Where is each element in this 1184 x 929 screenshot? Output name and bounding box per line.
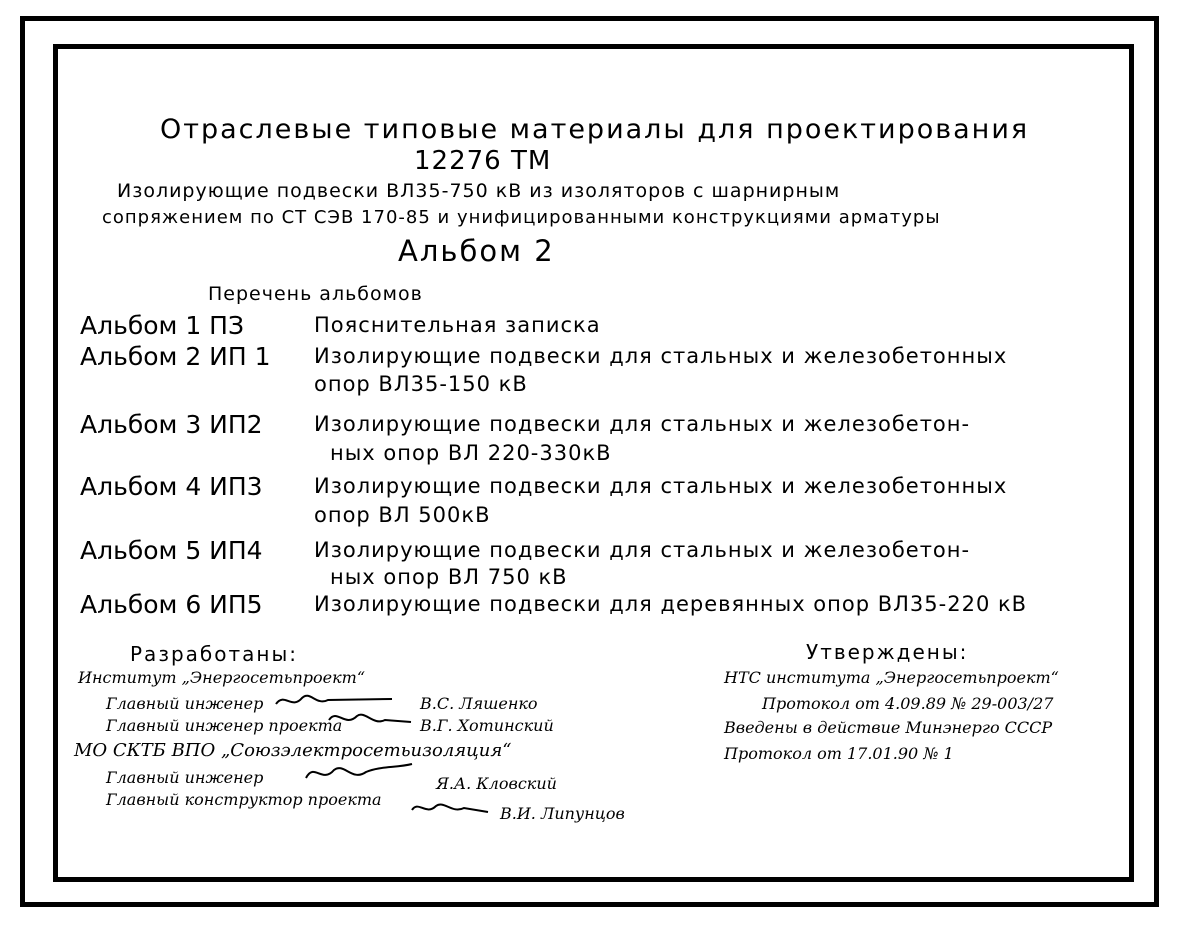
album-3-desc-1: Изолирующие подвески для стальных и железобетон- [314, 412, 971, 436]
album-1-label: Альбом 1 ПЗ [80, 311, 245, 340]
role-chief-engineer-2: Главный инженер [106, 768, 264, 787]
approved-line-3: Введены в действие Минэнерго СССР [724, 718, 1053, 737]
subtitle-line-1: Изолирующие подвески ВЛ35-750 кВ из изоляторов с шарнирным [117, 180, 841, 202]
album-title: Альбом 2 [398, 234, 555, 268]
document-code: 12276 ТМ [414, 146, 552, 176]
developer-org-1: Институт „Энергосетьпроект“ [78, 668, 366, 687]
name-4: В.И. Липунцов [500, 804, 625, 823]
album-4-desc-2: опор ВЛ 500кВ [314, 503, 491, 527]
name-1: В.С. Ляшенко [420, 694, 538, 713]
album-5-label: Альбом 5 ИП4 [80, 536, 263, 565]
signature-2 [325, 708, 415, 730]
role-chief-designer: Главный конструктор проекта [106, 790, 382, 809]
approved-line-2: Протокол от 4.09.89 № 29-003/27 [762, 694, 1054, 713]
album-1-desc: Пояснительная записка [314, 313, 601, 337]
name-2: В.Г. Хотинский [420, 716, 554, 735]
role-chief-engineer-1: Главный инженер [106, 694, 264, 713]
album-4-label: Альбом 4 ИП3 [80, 472, 263, 501]
signature-3 [300, 758, 420, 788]
album-3-label: Альбом 3 ИП2 [80, 410, 263, 439]
name-3: Я.А. Кловский [436, 774, 557, 793]
album-2-desc-1: Изолирующие подвески для стальных и железобетонных [314, 344, 1008, 368]
developer-org-2: МО СКТБ ВПО „Союзэлектросетьизоляция“ [74, 740, 512, 761]
album-5-desc-1: Изолирующие подвески для стальных и железобетон- [314, 538, 971, 562]
approved-line-1: НТС института „Энергосетьпроект“ [724, 668, 1059, 687]
approved-line-4: Протокол от 17.01.90 № 1 [724, 744, 954, 763]
approved-heading: Утверждены: [806, 640, 969, 664]
album-3-desc-2: ных опор ВЛ 220-330кВ [330, 441, 612, 465]
album-6-desc: Изолирующие подвески для деревянных опор ВЛ35-220 кВ [314, 592, 1028, 616]
subtitle-line-2: сопряжением по СТ СЭВ 170-85 и унифицированными конструкциями арматуры [102, 207, 941, 228]
album-2-label: Альбом 2 ИП 1 [80, 342, 271, 371]
album-6-label: Альбом 6 ИП5 [80, 590, 263, 619]
album-5-desc-2: ных опор ВЛ 750 кВ [330, 565, 568, 589]
developed-heading: Разработаны: [130, 642, 298, 666]
signature-4 [408, 796, 498, 820]
album-list-heading: Перечень альбомов [208, 283, 423, 305]
album-2-desc-2: опор ВЛ35-150 кВ [314, 372, 528, 396]
document-title: Отраслевые типовые материалы для проектирования [160, 114, 1030, 145]
album-4-desc-1: Изолирующие подвески для стальных и железобетонных [314, 474, 1008, 498]
role-chief-project-engineer: Главный инженер проекта [106, 716, 343, 735]
